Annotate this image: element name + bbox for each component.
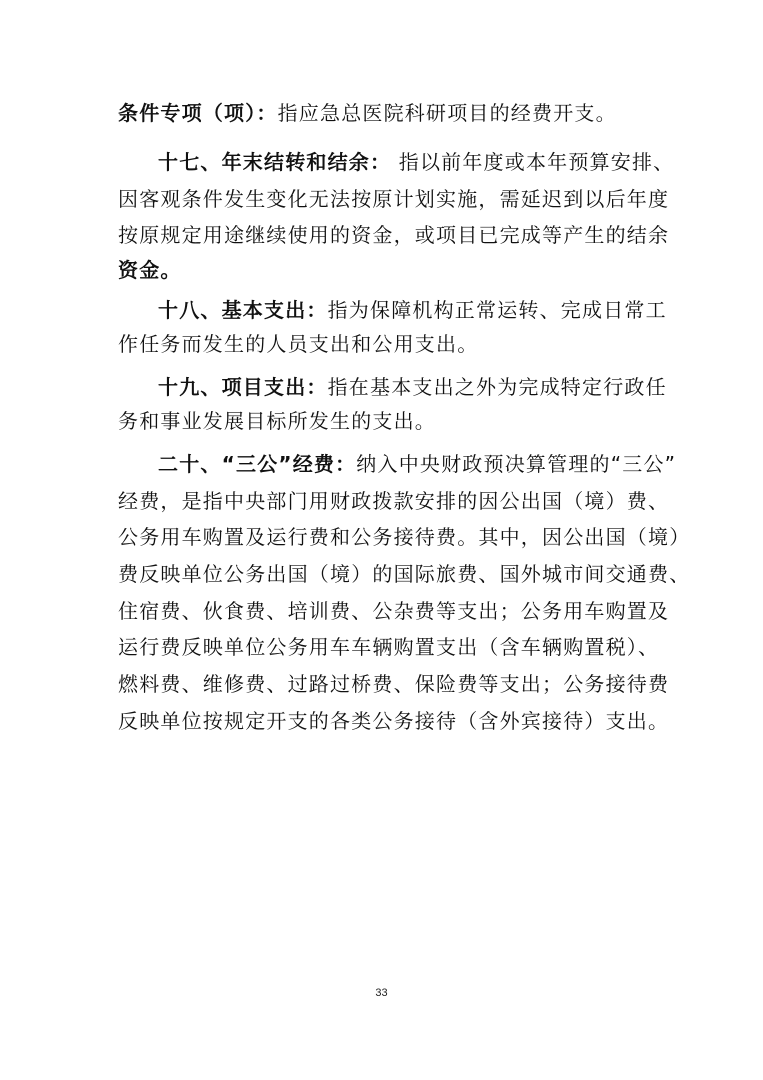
page-number: 33 — [375, 987, 388, 999]
paragraph-text: 指在基本支出之外为完成特定行政任 — [327, 375, 667, 399]
paragraph-line: 住宿费、伙食费、培训费、公杂费等支出；公务用车购置及 — [118, 599, 670, 623]
paragraph-line — [158, 373, 667, 401]
paragraph-line — [158, 148, 674, 176]
term-label: 十七、年末结转和结余： — [158, 150, 392, 174]
term-label: 十八、基本支出： — [158, 298, 328, 322]
paragraph-text: 指为保障机构正常运转、完成日常工 — [327, 298, 667, 322]
paragraph-line: 反映单位按规定开支的各类公务接待（含外宾接待）支出。 — [118, 709, 670, 733]
paragraph-text: 指以前年度或本年预算安排、 — [391, 150, 675, 174]
paragraph-line: 运行费反映单位公务用车车辆购置支出（含车辆购置税）、 — [118, 635, 660, 659]
paragraph-line: 费反映单位公务出国（境）的国际旅费、国外城市间交通费、 — [118, 562, 691, 586]
term-label: 条件专项（项）： — [118, 101, 278, 125]
paragraph-text: 指应急总医院科研项目的经费开支。 — [277, 101, 617, 125]
term-label: 二十、“三公”经费： — [158, 452, 357, 476]
paragraph-line: 按原规定用途继续使用的资金，或项目已完成等产生的结余 — [118, 223, 670, 247]
paragraph-text: 纳入中央财政预决算管理的“三公” — [356, 452, 677, 476]
term-label: 十九、项目支出： — [158, 375, 328, 399]
paragraph-line: 因客观条件发生变化无法按原计划实施，需延迟到以后年度 — [118, 187, 670, 211]
paragraph-line: 资金。 — [118, 258, 182, 282]
paragraph-line — [158, 450, 676, 478]
paragraph-line: 燃料费、维修费、过路过桥费、保险费等支出；公务接待费 — [118, 672, 670, 696]
paragraph-line: 作任务而发生的人员支出和公用支出。 — [118, 332, 479, 356]
paragraph-line — [118, 99, 617, 127]
paragraph-line: 经费，是指中央部门用财政拨款安排的因公出国（境）费、 — [118, 489, 670, 513]
paragraph-line: 公务用车购置及运行费和公务接待费。其中，因公出国（境） — [118, 525, 691, 549]
paragraph-line — [158, 296, 667, 324]
paragraph-line: 务和事业发展目标所发生的支出。 — [118, 409, 436, 433]
